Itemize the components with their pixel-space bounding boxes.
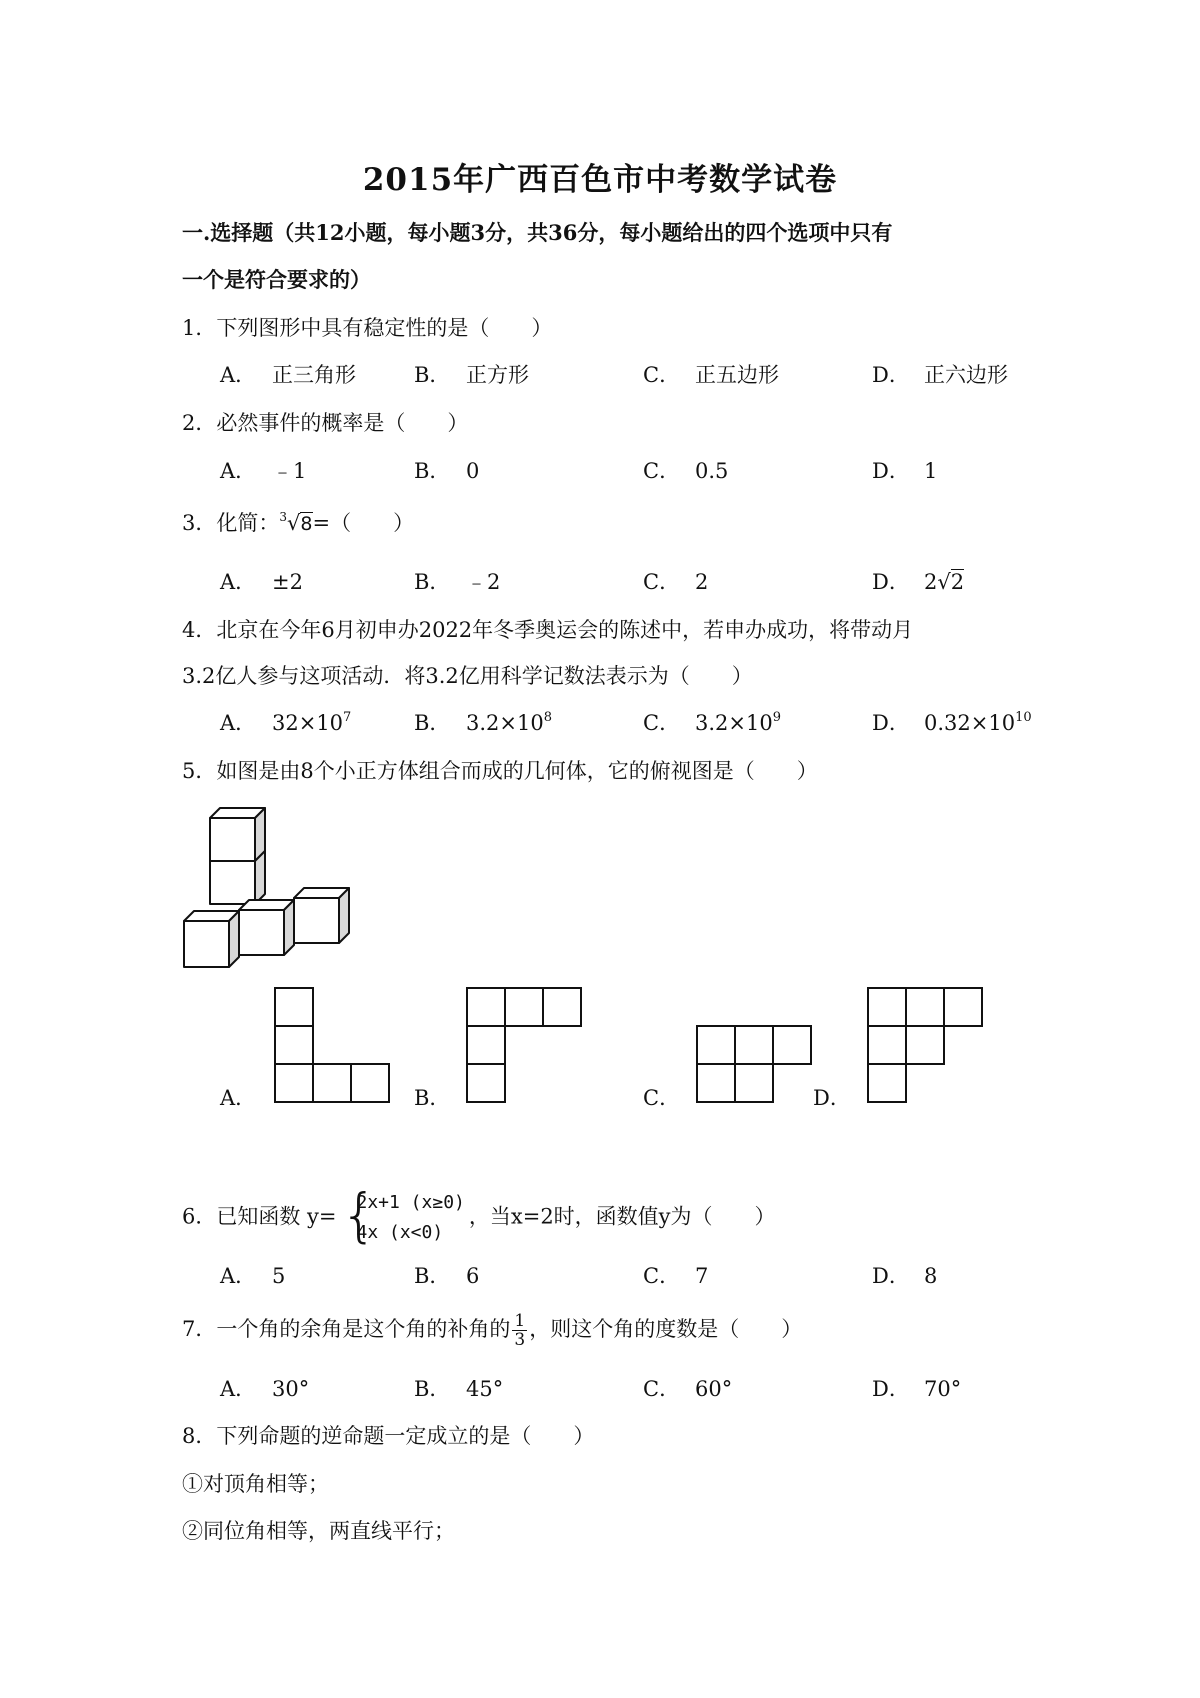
cube-solid-figure — [182, 806, 354, 971]
q4-option-c[interactable]: C． $3.2\times 10^9$ — [643, 710, 781, 735]
q8-item-2: ②同位角相等，两直线平行； — [182, 1519, 455, 1543]
q3-stem: 3．化简：$^3$√8=（ ） — [182, 508, 414, 539]
q6-option-a[interactable]: A． 5 — [220, 1264, 286, 1288]
q5-option-b-grid[interactable] — [466, 987, 582, 1103]
q3-option-c[interactable]: C． 2 — [643, 570, 709, 594]
q6-option-c[interactable]: C． 7 — [643, 1264, 709, 1288]
q1-option-a[interactable]: A． 正三角形 — [220, 363, 356, 387]
q3-option-d[interactable]: D． 2√2 — [872, 570, 965, 594]
q7-stem: 7．一个角的余角是这个角的补角的 $\frac{1}{3}$ ，则这个角的度数是（ ） — [182, 1311, 803, 1350]
q8-stem: 8．下列命题的逆命题一定成立的是（ ） — [182, 1424, 595, 1448]
q4-option-b[interactable]: B． $3.2\times 10^8$ — [414, 710, 552, 735]
q1-option-d[interactable]: D． 正六边形 — [872, 363, 1008, 387]
q3-option-a[interactable]: A． ±2 — [220, 570, 303, 594]
one-third-fraction: $\frac{1}{3}$ — [514, 1311, 526, 1350]
q1-option-b[interactable]: B． 正方形 — [414, 363, 529, 387]
section-heading: 一.选择题（共12小题，每小题3分，共36分，每小题给出的四个选项中只有 — [182, 220, 893, 245]
q4-option-d[interactable]: D． $0.32\times 10^{10}$ — [872, 710, 1032, 735]
q4-option-a[interactable]: A． $32\times 10^7$ — [220, 710, 352, 735]
q5-option-d-label[interactable]: D． — [813, 1086, 851, 1110]
section-heading-cont: 一个是符合要求的） — [182, 267, 371, 292]
q3-option-b[interactable]: B． ﹣2 — [414, 570, 501, 594]
q5-option-c-label[interactable]: C． — [643, 1086, 681, 1110]
q5-option-c-grid[interactable] — [696, 1025, 812, 1103]
q2-option-a[interactable]: A． ﹣1 — [220, 459, 307, 483]
q5-stem: 5．如图是由8个小正方体组合而成的几何体，它的俯视图是（ ） — [182, 759, 818, 783]
page-title: 2015年广西百色市中考数学试卷 — [362, 162, 838, 198]
q2-option-c[interactable]: C． 0.5 — [643, 459, 729, 483]
q5-option-a-label[interactable]: A． — [220, 1086, 257, 1110]
q8-item-1: ①对顶角相等； — [182, 1472, 329, 1496]
piecewise-function: { 2x+1 (x≥0) 4x (x<0) — [340, 1181, 465, 1249]
q5-option-b-label[interactable]: B． — [414, 1086, 451, 1110]
cube-root-expression: $^3$√8 — [279, 510, 313, 535]
q1-option-c[interactable]: C． 正五边形 — [643, 363, 779, 387]
q2-option-b[interactable]: B． 0 — [414, 459, 480, 483]
q7-option-a[interactable]: A． 30° — [220, 1377, 310, 1401]
q4-stem-cont: 3.2亿人参与这项活动．将3.2亿用科学记数法表示为（ ） — [182, 664, 753, 688]
q7-option-b[interactable]: B． 45° — [414, 1377, 504, 1401]
q6-stem: 6．已知函数 y= { 2x+1 (x≥0) 4x (x<0) ，当x=2时，函数值y为（ ） — [182, 1181, 776, 1249]
q2-stem: 2．必然事件的概率是（ ） — [182, 411, 469, 435]
q6-option-d[interactable]: D． 8 — [872, 1264, 938, 1288]
q4-stem: 4．北京在今年6月初申办2022年冬季奥运会的陈述中，若申办成功，将带动月 — [182, 618, 914, 642]
q7-option-d[interactable]: D． 70° — [872, 1377, 962, 1401]
q5-option-d-grid[interactable] — [867, 987, 983, 1103]
q5-option-a-grid[interactable] — [274, 987, 390, 1103]
q6-option-b[interactable]: B． 6 — [414, 1264, 480, 1288]
q2-option-d[interactable]: D． 1 — [872, 459, 938, 483]
q1-stem: 1．下列图形中具有稳定性的是（ ） — [182, 316, 553, 340]
q7-option-c[interactable]: C． 60° — [643, 1377, 733, 1401]
